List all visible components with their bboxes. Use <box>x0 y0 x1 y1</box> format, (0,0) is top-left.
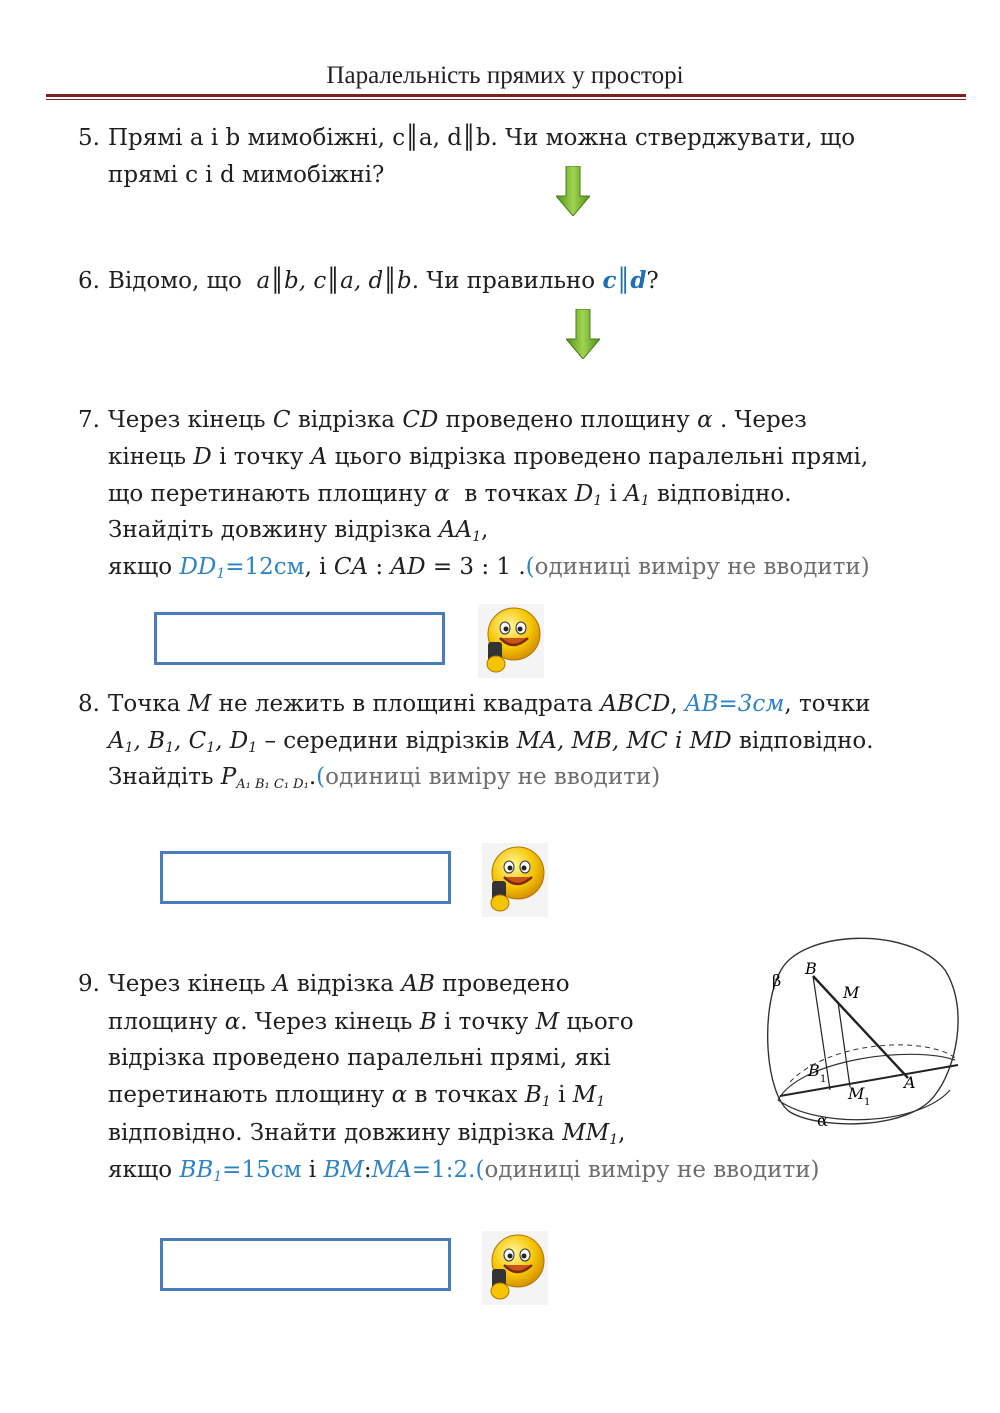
q7-line-2: кінець D і точку A цього відрізка проведено паралельні прямі, <box>108 444 869 470</box>
page-title: Паралельність прямих у просторі <box>326 62 684 89</box>
figure-label-beta: β <box>772 971 782 990</box>
q9-line-3: відрізка проведено паралельні прямі, які <box>108 1045 611 1071</box>
q9-line-4: перетинають площину α в точках $B_1$ і $M_1$ <box>108 1082 606 1110</box>
figure-label-A: A <box>904 1073 916 1092</box>
q8-line-2: $A_1$, $B_1$, $C_1$, $D_1$ – середини відрізків MA, MB, MC і MD відповідно. <box>108 728 874 756</box>
q8-number: 8. <box>78 691 100 717</box>
figure-label-alpha: α <box>817 1111 828 1130</box>
smiley-phone-icon <box>478 604 544 678</box>
q6-line <box>108 263 659 299</box>
svg-text:1: 1 <box>820 1074 827 1085</box>
q6-text-start: Відомо, що <box>108 268 242 294</box>
q5-line-1: Прямі a і b мимобіжні, c║a, d║b. Чи можна стверджувати, що <box>108 125 856 151</box>
q9-line-2: площину α. Через кінець B і точку M цього <box>108 1009 634 1035</box>
figure-label-B1: B <box>808 1061 820 1080</box>
q5-line-2: прямі c і d мимобіжні? <box>108 162 385 188</box>
q6-number: 6. <box>78 268 100 294</box>
q9-answer-input[interactable] <box>160 1238 451 1291</box>
q9-line-5: відповідно. Знайти довжину відрізка $MM_1$, <box>108 1120 626 1148</box>
q9-number: 9. <box>78 971 100 997</box>
q9-line-6: якщо $BB_1=15см$ і BM:MA=1:2.(одиниці виміру не вводити) <box>108 1157 820 1185</box>
down-arrow-icon <box>556 166 590 216</box>
q7-number: 7. <box>78 407 100 433</box>
q7-line-3: що перетинають площину α в точках $D_1$ і $A_1$ відповідно. <box>108 481 792 509</box>
q7-line-4: Знайдіть довжину відрізка $AA_1$, <box>108 517 489 545</box>
figure-label-M: M <box>843 983 860 1002</box>
q7-line-1: Через кінець C відрізка CD проведено площину α . Через <box>108 407 807 433</box>
smiley-phone-icon <box>482 1231 548 1305</box>
header-rule-thin <box>46 99 966 100</box>
figure-label-B: B <box>805 959 817 978</box>
q6-text-mid: . Чи правильно <box>411 268 596 294</box>
q7-answer-input[interactable] <box>154 612 445 665</box>
q6-math: a║b, c║a, d║b <box>256 268 412 294</box>
geometry-figure <box>760 930 965 1135</box>
q6-highlight: c║d <box>602 267 647 294</box>
q8-line-3: Знайдіть $P_{A_1 B_1 C_1 D_1}.(одиниці$ виміру не вводити) <box>108 764 661 792</box>
q8-line-1: Точка M не лежить в площині квадрата ABCD, AB=3см, точки <box>108 691 871 717</box>
q7-line-5: якщо $DD_1=12см$, і CA : AD = 3 : 1 .(одиниці виміру не вводити) <box>108 554 870 582</box>
q6-end: ? <box>646 268 659 294</box>
q9-line-1: Через кінець A відрізка AB проведено <box>108 971 570 997</box>
smiley-phone-icon <box>482 843 548 917</box>
q5-number: 5. <box>78 125 100 151</box>
svg-text:1: 1 <box>864 1097 871 1108</box>
q8-answer-input[interactable] <box>160 851 451 904</box>
header-rule <box>46 94 966 97</box>
down-arrow-icon <box>566 309 600 359</box>
figure-label-M1: M <box>848 1084 865 1103</box>
